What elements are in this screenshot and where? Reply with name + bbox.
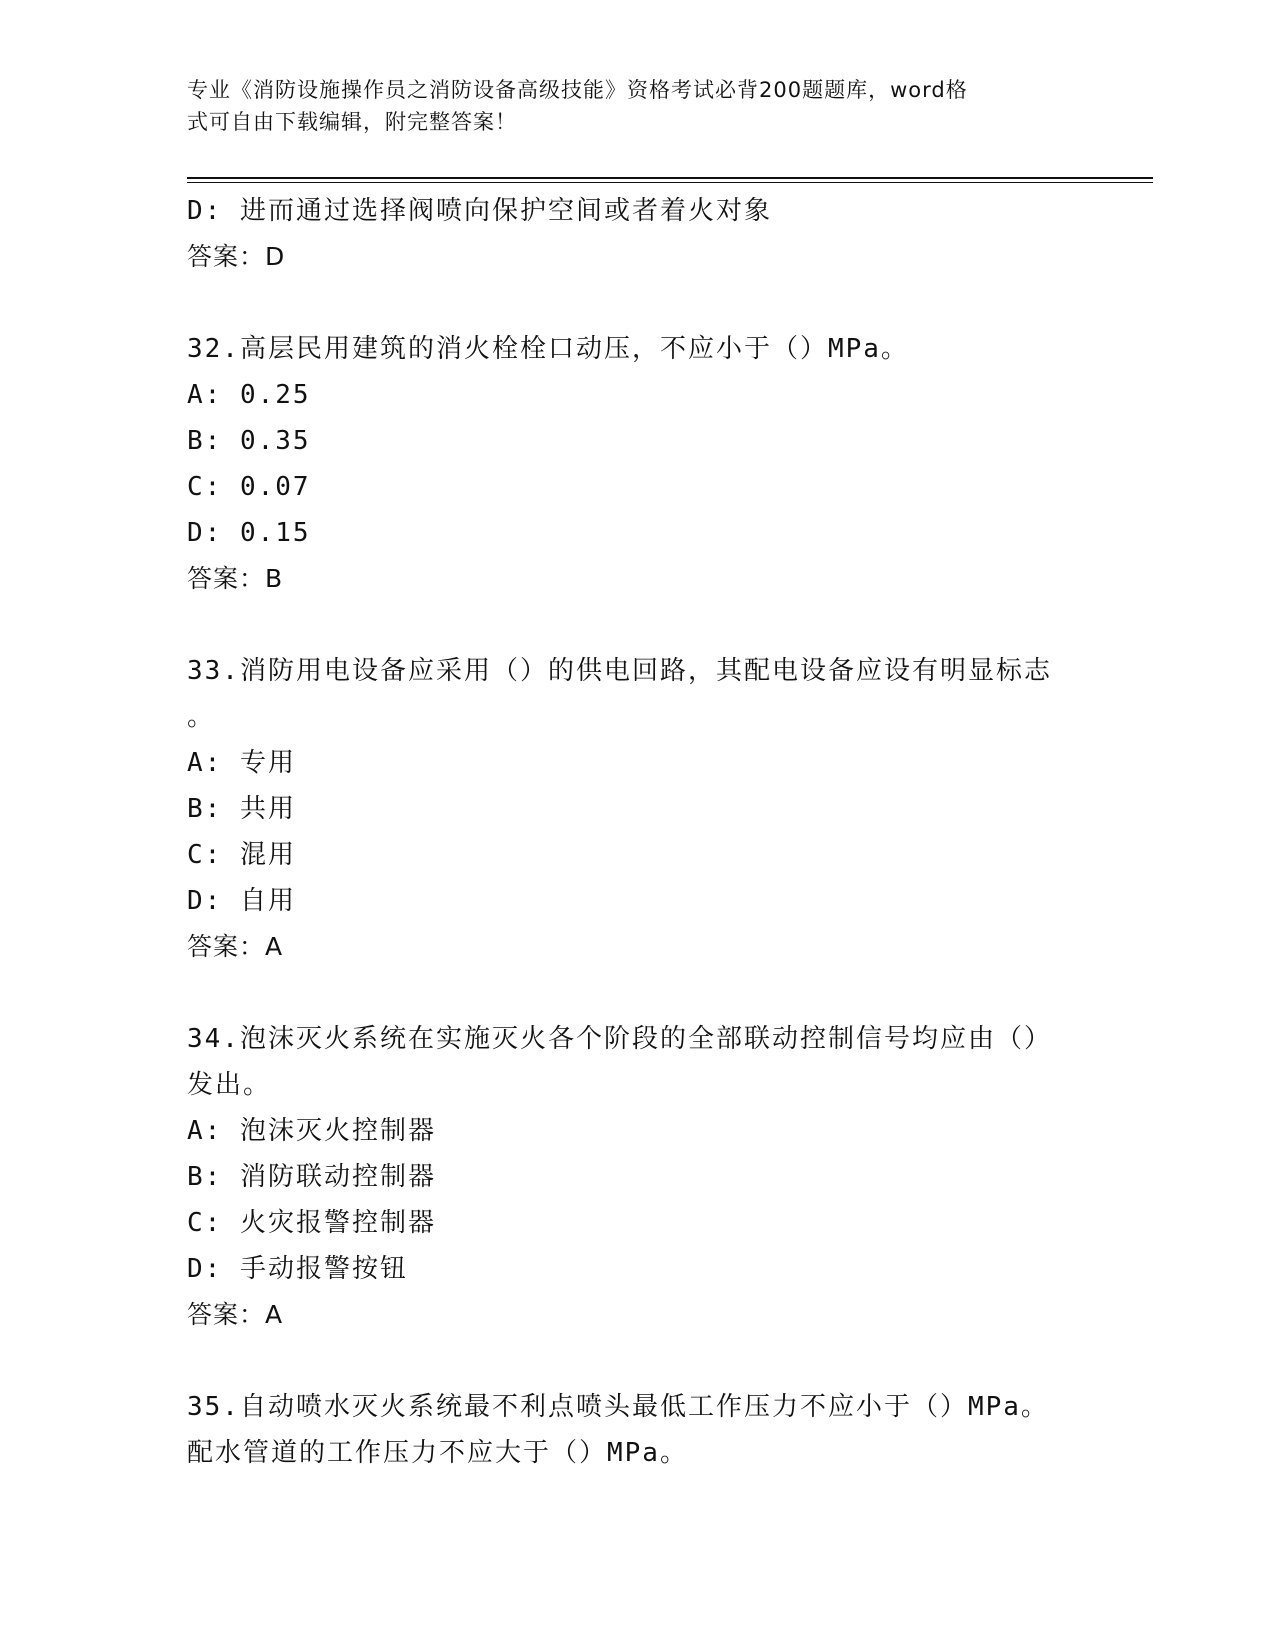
option-b: B: 0.35 [187, 426, 311, 456]
question-stem-continued: 。 [187, 702, 216, 732]
question-stem-continued: 配水管道的工作压力不应大于（）MPa。 [187, 1438, 688, 1468]
question-33 [187, 648, 1077, 970]
question-stem: 33.消防用电设备应采用（）的供电回路，其配电设备应设有明显标志 [187, 656, 1052, 686]
spacer [187, 1338, 1077, 1384]
option-c: C: 混用 [187, 840, 296, 870]
header-line-1: 专业《消防设施操作员之消防设备高级技能》资格考试必背200题题库，word格 [187, 78, 968, 102]
option-d: D: 0.15 [187, 518, 311, 548]
question-34 [187, 1016, 1077, 1338]
option-c: C: 火灾报警控制器 [187, 1208, 436, 1238]
header-divider-thin [187, 182, 1153, 183]
spacer [187, 602, 1077, 648]
answer-line: 答案：A [187, 1300, 284, 1329]
spacer [187, 970, 1077, 1016]
option-d: D: 自用 [187, 886, 296, 916]
page-header [187, 74, 1087, 138]
option-a: A: 0.25 [187, 380, 311, 410]
spacer [187, 280, 1077, 326]
question-35 [187, 1384, 1077, 1476]
document-body [187, 188, 1077, 1476]
option-d: D: 进而通过选择阀喷向保护空间或者着火对象 [187, 196, 772, 226]
question-stem: 32.高层民用建筑的消火栓栓口动压，不应小于（）MPa。 [187, 334, 909, 364]
answer-line: 答案：D [187, 242, 286, 271]
question-stem: 35.自动喷水灭火系统最不利点喷头最低工作压力不应小于（）MPa。 [187, 1392, 1049, 1422]
option-d: D: 手动报警按钮 [187, 1254, 408, 1284]
option-b: B: 消防联动控制器 [187, 1162, 436, 1192]
header-line-2: 式可自由下载编辑，附完整答案！ [187, 110, 517, 134]
question-stem: 34.泡沫灭火系统在实施灭火各个阶段的全部联动控制信号均应由（） [187, 1024, 1052, 1054]
answer-line: 答案：B [187, 564, 284, 593]
header-divider-thick [187, 177, 1153, 179]
question-32 [187, 326, 1077, 602]
option-b: B: 共用 [187, 794, 296, 824]
option-a: A: 泡沫灭火控制器 [187, 1116, 436, 1146]
answer-line: 答案：A [187, 932, 284, 961]
option-c: C: 0.07 [187, 472, 311, 502]
option-a: A: 专用 [187, 748, 296, 778]
question-stem-continued: 发出。 [187, 1070, 272, 1100]
